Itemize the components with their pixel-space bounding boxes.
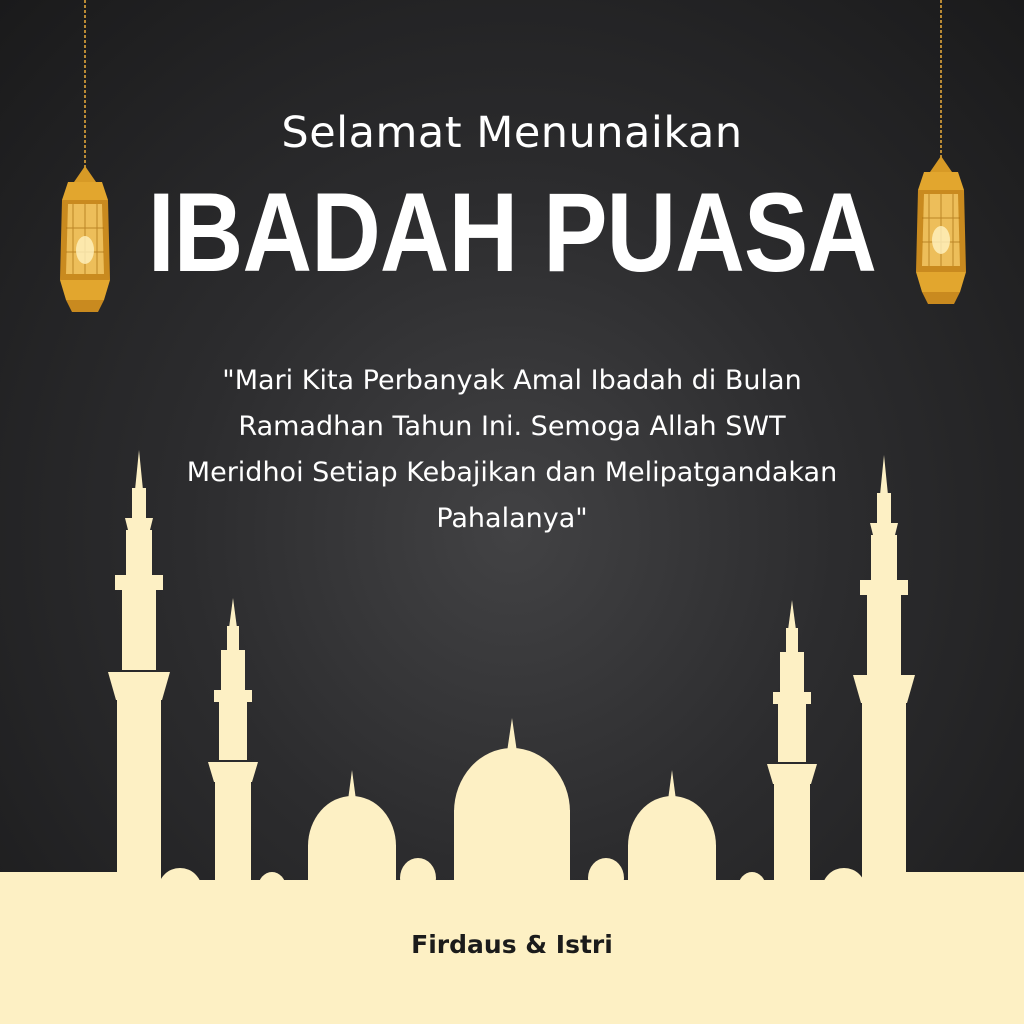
signature: Firdaus & Istri xyxy=(411,930,613,959)
greeting-quote: "Mari Kita Perbanyak Amal Ibadah di Bulan Ramadhan Tahun Ini. Semoga Allah SWT Meridhoi Setiap Kebajikan dan Melipatgandakan Pahalanya" xyxy=(186,365,838,534)
greeting-title: IBADAH PUASA xyxy=(147,170,877,295)
greeting-subtitle: Selamat Menunaikan xyxy=(281,108,743,158)
